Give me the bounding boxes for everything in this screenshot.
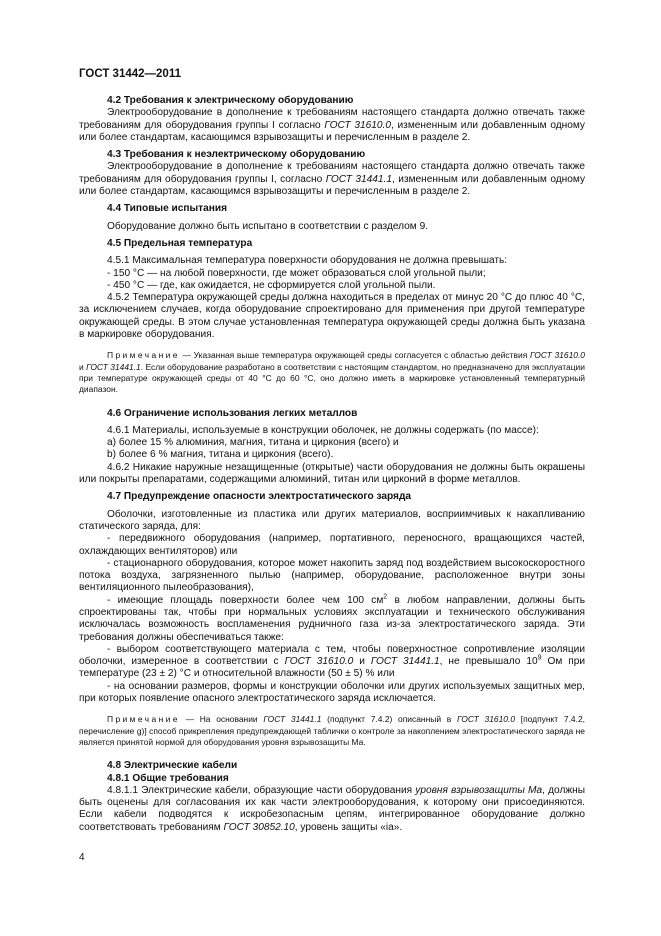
list-item-a: а) более 15 % алюминия, магния, титана и циркония (всего) и bbox=[107, 437, 399, 449]
list-item-450c: - 450 °С — где, как ожидается, не сформируется слой угольной пыли. bbox=[107, 279, 436, 291]
page-number: 4 bbox=[79, 852, 85, 863]
paragraph-4-6-1: 4.6.1 Материалы, используемые в конструкции оболочек, не должны содержать (по массе): bbox=[107, 424, 539, 436]
section-heading-4-3: 4.3 Требования к неэлектрическому оборудованию bbox=[107, 149, 366, 161]
list-item-mobile-equipment: - передвижного оборудования (например, портативного, переносного, вращающихся частей, охлаждающих вентиляторов) или bbox=[79, 533, 585, 557]
list-item-design-measures: - на основании размеров, формы и конструкции оболочки или других используемых защитных мер, при которых появление опасного электростатического заряда исключается. bbox=[79, 680, 585, 705]
list-item-150c: - 150 °С — на любой поверхности, где может образоваться слой угольной пыли; bbox=[107, 267, 486, 279]
list-item-stationary-equipment: - стационарного оборудования, которое может накопить заряд под воздействием высокоскоростного потока воздуха, загрязненного пылью (например, оборудование, расположенное внутри зоны вентиляционного пылеобразования), bbox=[79, 557, 585, 594]
section-heading-4-2: 4.2 Требования к электрическому оборудованию bbox=[107, 95, 354, 106]
page-body bbox=[79, 95, 585, 834]
section-heading-4-8-1: 4.8.1 Общие требования bbox=[107, 772, 229, 784]
section-heading-4-8: 4.8 Электрические кабели bbox=[107, 760, 238, 772]
document-header: ГОСТ 31442—2011 bbox=[79, 68, 181, 80]
paragraph-4-2: Электрооборудование в дополнение к требованиям настоящего стандарта должно отвечать также требованиям для оборудования группы I согласно ГОСТ 31610.0, измененным или добавленным одному или более стандартам, касающимся взрывозащиты и перечисленным в разделе 2. bbox=[79, 107, 585, 143]
paragraph-4-7: Оболочки, изготовленные из пластика или других материалов, восприимчивых к накапливанию статического заряда, для: bbox=[79, 508, 585, 532]
paragraph-4-5-2: 4.5.2 Температура окружающей среды должна находиться в пределах от минус 20 °С до плюс 40 °С, за исключением случаев, когда оборудование спроектировано для применения при другой температуре окружающей среды. В этом случае установленная температура окружающей среды должна быть указана в маркировке оборудования. bbox=[79, 292, 585, 341]
paragraph-4-5-1: 4.5.1 Максимальная температура поверхности оборудования не должна превышать: bbox=[107, 255, 508, 267]
section-heading-4-6: 4.6 Ограничение использования легких металлов bbox=[107, 407, 358, 419]
section-heading-4-4: 4.4 Типовые испытания bbox=[107, 203, 227, 215]
section-heading-4-5: 4.5 Предельная температура bbox=[107, 237, 253, 249]
paragraph-4-4: Оборудование должно быть испытано в соответствии с разделом 9. bbox=[107, 220, 429, 232]
note-electrostatic: Примечание — На основании ГОСТ 31441.1 (подпункт 7.4.2) описанный в ГОСТ 31610.0 [подпункт 7.4.2, перечисление g)] способ прикрепления предупреждающей таблички о контроле за накоплением электростатического заряда не является принятой нормой для оборудования уровня взрывозащиты Ма. bbox=[79, 714, 585, 747]
paragraph-4-3: Электрооборудование в дополнение к требованиям настоящего стандарта должно отвечать также требованиям для оборудования группы I, согласно ГОСТ 31441.1, измененным или добавленным одному или более стандартам, касающимся взрывозащиты и перечисленным в разделе 2. bbox=[79, 161, 586, 198]
list-item-surface-area: - имеющие площадь поверхности более чем 100 $см^2$ в любом направлении, должны быть спроектированы так, чтобы при нормальных условиях эксплуатации и технического обслуживания исключалась возможность воспламенения рудничного газа из-за электростатического заряда. Эти требования должны обеспечиваться также: bbox=[79, 593, 585, 643]
note-temperature: Примечание — Указанная выше температура окружающей среды согласуется с областью действия ГОСТ 31610.0 и ГОСТ 31441.1. Если оборудование разработано в соответствии с настоящим стандартом, но предназначено для эксплуатации при температуре окружающей среды от 40 °С до 60 °С, оно должно иметь в маркировке установленный температурный диапазон. bbox=[79, 350, 585, 395]
paragraph-4-6-2: 4.6.2 Никакие наружные незащищенные (открытые) части оборудования не должны быть окрашены или покрыты препаратами, содержащими алюминий, титан или цирконий в форме металлов. bbox=[79, 461, 585, 486]
paragraph-4-8-1-1: 4.8.1.1 Электрические кабели, образующие части оборудования уровня взрывозащиты Ма, должны быть оценены для согласования их как части электрооборудования, к которому они присоединяются. Если кабели подводятся к искробезопасным цепям, интегрированное оборудование должно соответствовать требованиям ГОСТ 30852.10, уровень защиты «ia». bbox=[79, 784, 585, 833]
section-heading-4-7: 4.7 Предупреждение опасности электростатического заряда bbox=[107, 491, 412, 503]
list-item-b: b) более 6 % магния, титана и циркония (всего). bbox=[107, 449, 334, 461]
list-item-material-choice: - выбором соответствующего материала с тем, чтобы поверхностное сопротивление изоляции оболочки, измеренное в соответствии с ГОСТ 31610.0 и ГОСТ 31441.1, не превышало $10^9$ Ом при температуре (23 ± 2) °С и относительной влажности (50 ± 5) % или bbox=[79, 643, 586, 680]
